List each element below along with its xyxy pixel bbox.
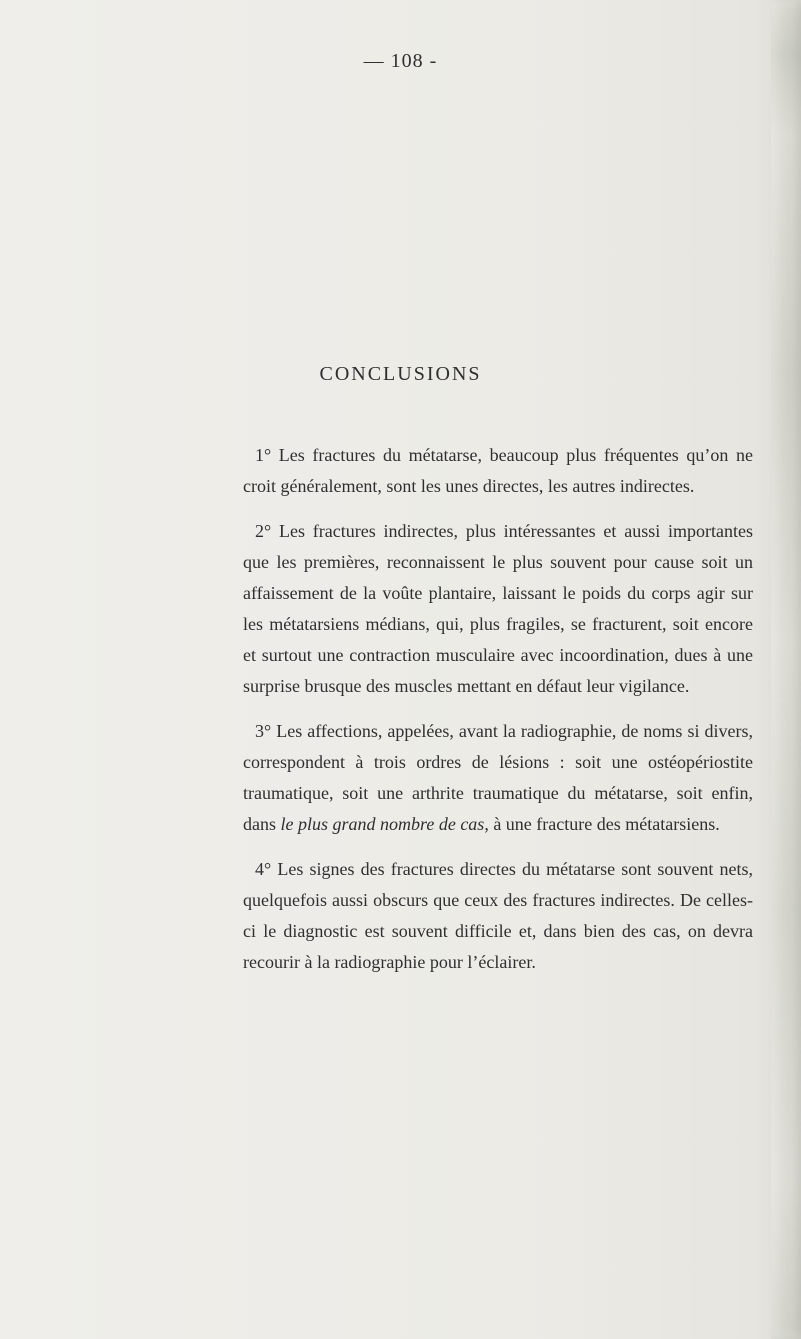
paragraph-3-start: 3° Les affections, appelées, avant la radiographie, de noms si divers, correspondent à trois ordres de lésions : soit une ostéopériostite traumatique, soit une arthrite traumatique du métatarse, soit enfin, dans: [243, 721, 753, 834]
page-edge: [771, 0, 801, 1339]
conclusion-paragraph-2: 2° Les fractures indirectes, plus intéressantes et aussi importantes que les premières, reconnaissent le plus souvent pour cause soit un affaissement de la voûte plantaire, laissant le poids du corps agir sur les métatarsiens médians, qui, plus fragiles, se fracturent, soit encore et surtout une contraction musculaire avec incoordination, dues à une surprise brusque des muscles mettant en défaut leur vigilance.: [243, 521, 753, 696]
conclusion-paragraph-1: 1° Les fractures du métatarse, beaucoup plus fréquentes qu’on ne croit généralement, sont les unes directes, les autres indirectes.: [243, 445, 753, 496]
section-title: CONCLUSIONS: [319, 363, 482, 385]
paragraph-3-italic: le plus grand nombre de cas: [280, 814, 485, 834]
page-number: — 108 -: [363, 50, 438, 72]
conclusions-text: [243, 440, 753, 992]
paragraph-3-end: , à une fracture des métatarsiens.: [484, 814, 720, 834]
conclusion-paragraph-3: [243, 716, 753, 840]
conclusion-paragraph-4: 4° Les signes des fractures directes du métatarse sont souvent nets, quelquefois aussi obscurs que ceux des fractures indirectes. De celles-ci le diagnostic est souvent difficile et, dans bien des cas, on devra recourir à la radiographie pour l’éclairer.: [243, 859, 753, 972]
